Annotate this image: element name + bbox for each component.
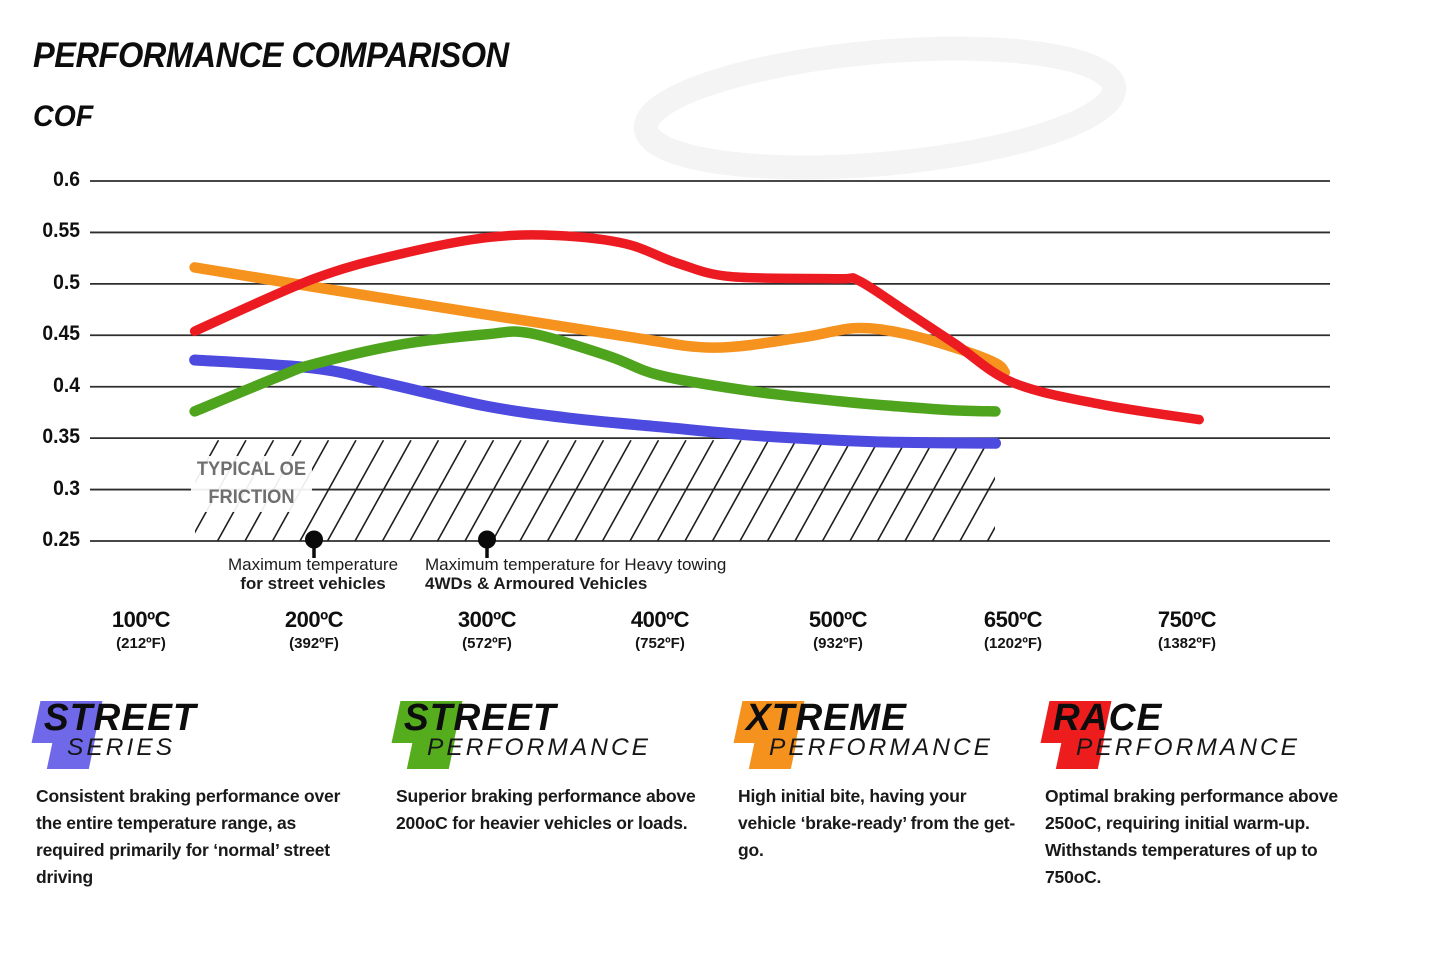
marker-label-line1: Maximum temperature [227, 555, 399, 574]
x-tick-label [984, 607, 1042, 652]
x-tick-celsius: 650ºC [983, 607, 1043, 632]
marker-dot-2 [478, 531, 496, 549]
brand-word2: PERFORMANCE [769, 734, 994, 761]
legend-description: Superior braking performance above 200oC for heavier vehicles or loads. [396, 786, 696, 833]
x-tick-fahrenheit: (932ºF) [813, 635, 863, 652]
brand-word2: SERIES [67, 734, 176, 761]
x-tick-fahrenheit: (1382ºF) [1157, 635, 1217, 652]
x-tick-fahrenheit: (212ºF) [116, 635, 166, 652]
x-tick-fahrenheit: (752ºF) [635, 635, 685, 652]
brand-logo [738, 698, 1023, 770]
brand-word1: STREET [43, 697, 197, 739]
y-tick-label: 0.6 [53, 168, 80, 191]
x-tick-celsius: 200ºC [284, 607, 344, 632]
x-tick-fahrenheit: (1202ºF) [983, 635, 1043, 652]
legend-block-street-performance [396, 698, 718, 837]
brand-word1: XTREME [745, 697, 907, 739]
marker-dot-1 [305, 531, 323, 549]
x-tick-fahrenheit: (572ºF) [462, 635, 512, 652]
legend [0, 698, 1445, 968]
brand-logo [1045, 698, 1375, 770]
y-tick-label: 0.45 [42, 322, 80, 346]
legend-block-xtreme-performance [738, 698, 1023, 864]
x-tick-celsius: 500ºC [808, 607, 868, 632]
y-tick-label: 0.25 [42, 528, 80, 551]
marker-label-line1: Maximum temperature for Heavy towing [425, 555, 727, 574]
marker-label-line2: for street vehicles [240, 574, 386, 593]
legend-block-street-series [36, 698, 366, 891]
x-tick-celsius: 400ºC [630, 607, 690, 632]
marker-label-2 [425, 556, 726, 593]
y-tick-label: 0.55 [42, 219, 80, 243]
brand-logo [36, 698, 366, 770]
legend-block-race-performance [1045, 698, 1375, 891]
brand-word1: STREET [403, 697, 557, 739]
marker-label-1 [228, 556, 398, 593]
y-tick-label: 0.4 [53, 373, 80, 397]
brand-word1: RACE [1052, 697, 1163, 739]
typical-oe-friction-line1: TYPICAL OE [196, 459, 307, 480]
x-tick-celsius: 750ºC [1157, 607, 1217, 632]
typical-oe-friction-label [191, 456, 312, 512]
x-tick-label [631, 607, 689, 652]
legend-description: Consistent braking performance over the entire temperature range, as required primarily for ‘normal’ street driving [36, 786, 341, 887]
x-tick-label [1158, 607, 1216, 652]
y-tick-label: 0.5 [53, 270, 80, 294]
x-tick-celsius: 300ºC [457, 607, 517, 632]
y-tick-label: 0.35 [42, 425, 80, 449]
x-tick-label [112, 607, 170, 652]
typical-oe-friction-line2: FRICTION [208, 487, 295, 508]
legend-description: Optimal braking performance above 250oC, requiring initial warm-up. Withstands temperatures of up to 750oC. [1045, 786, 1338, 887]
brand-logo [396, 698, 718, 770]
x-tick-label [809, 607, 867, 652]
brand-word2: PERFORMANCE [427, 734, 652, 761]
brand-word2: PERFORMANCE [1076, 734, 1301, 761]
x-tick-label [285, 607, 343, 652]
faint-watermark [641, 32, 1119, 185]
legend-description: High initial bite, having your vehicle ‘brake-ready’ from the get-go. [738, 786, 1015, 860]
x-tick-fahrenheit: (392ºF) [289, 635, 339, 652]
page-title: PERFORMANCE COMPARISON [33, 36, 509, 75]
marker-label-line2: 4WDs & Armoured Vehicles [425, 574, 648, 593]
x-tick-celsius: 100ºC [111, 607, 171, 632]
y-tick-label: 0.3 [53, 476, 80, 500]
x-tick-label [458, 607, 516, 652]
y-axis-title: COF [33, 100, 94, 133]
series-line-race-performance [195, 235, 1200, 420]
